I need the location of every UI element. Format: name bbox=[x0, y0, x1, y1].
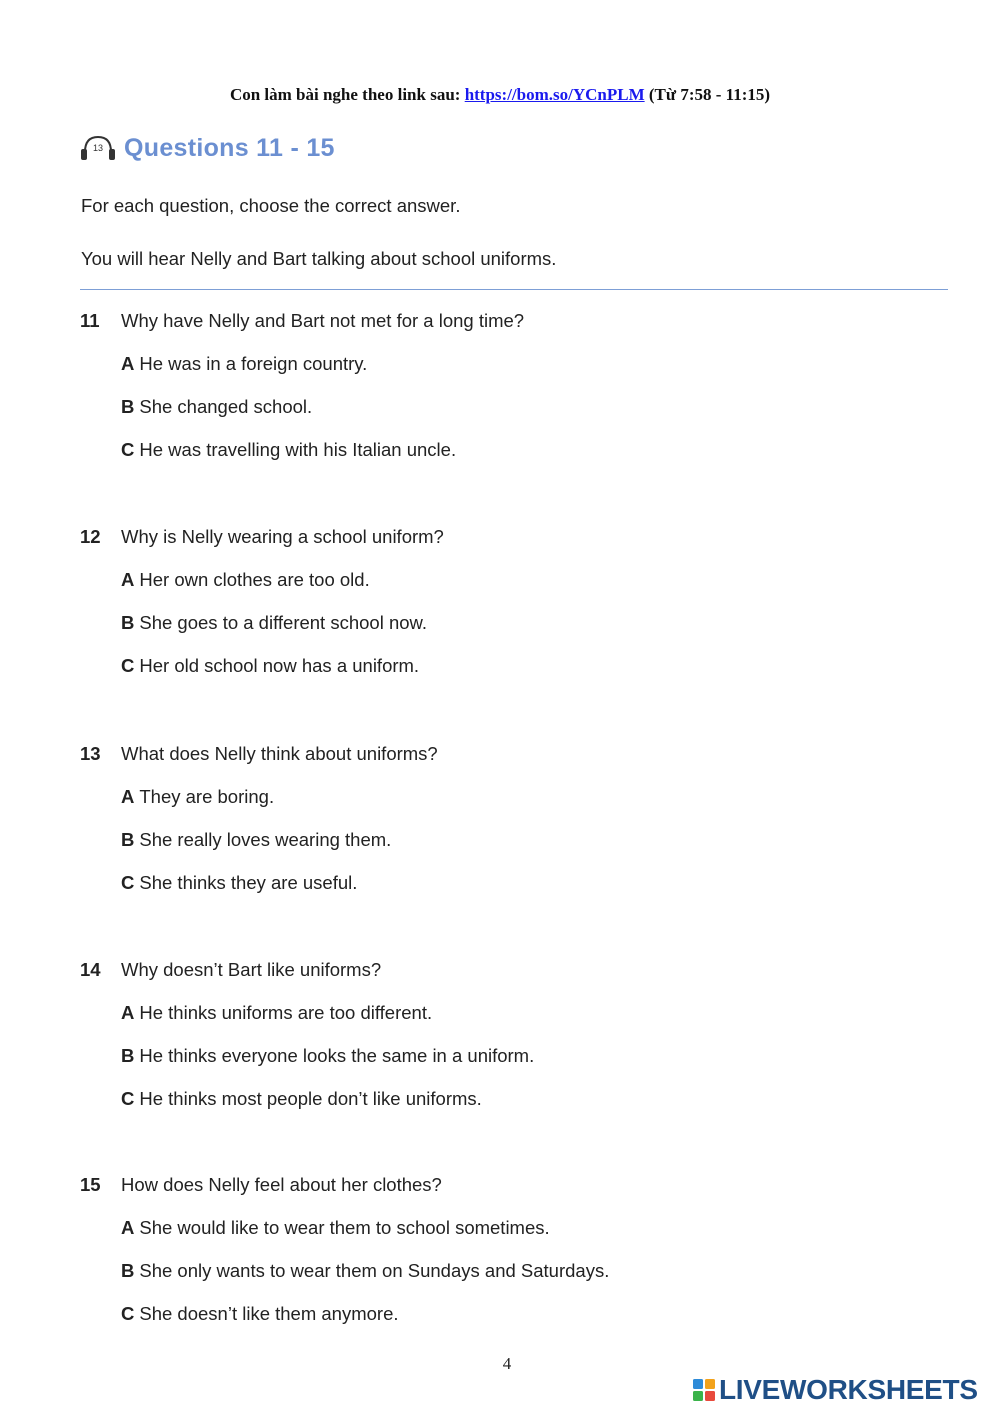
section-header bbox=[80, 132, 335, 164]
option-text: She changed school. bbox=[139, 396, 313, 417]
option-13-c[interactable] bbox=[121, 871, 940, 895]
option-letter: C bbox=[121, 1303, 135, 1324]
question-number: 11 bbox=[80, 310, 100, 331]
option-text: She doesn’t like them anymore. bbox=[139, 1303, 399, 1324]
question-12 bbox=[80, 525, 940, 678]
option-letter: B bbox=[121, 1045, 135, 1066]
option-letter: B bbox=[121, 612, 135, 633]
question-number: 12 bbox=[80, 526, 101, 547]
headphone-icon bbox=[80, 133, 116, 163]
option-text: Her old school now has a uniform. bbox=[139, 655, 420, 676]
option-13-a[interactable] bbox=[121, 785, 940, 809]
question-text: What does Nelly think about uniforms? bbox=[121, 743, 438, 764]
liveworksheets-logo-icon bbox=[692, 1378, 716, 1402]
option-15-c[interactable] bbox=[121, 1302, 940, 1326]
question-number: 13 bbox=[80, 743, 101, 764]
option-text: She would like to wear them to school sometimes. bbox=[139, 1217, 550, 1238]
option-text: She goes to a different school now. bbox=[139, 612, 428, 633]
instruction-context: You will hear Nelly and Bart talking about school uniforms. bbox=[81, 248, 557, 269]
option-letter: B bbox=[121, 1260, 135, 1281]
option-14-b[interactable] bbox=[121, 1044, 940, 1068]
question-text: How does Nelly feel about her clothes? bbox=[121, 1174, 442, 1195]
option-12-c[interactable] bbox=[121, 654, 940, 678]
option-letter: C bbox=[121, 655, 135, 676]
option-13-b[interactable] bbox=[121, 828, 940, 852]
question-text: Why is Nelly wearing a school uniform? bbox=[121, 526, 444, 547]
option-letter: B bbox=[121, 829, 135, 850]
time-range: (Từ 7:58 - 11:15) bbox=[648, 85, 771, 104]
option-text: He was travelling with his Italian uncle. bbox=[139, 439, 457, 460]
instruction-prefix: Con làm bài nghe theo link sau: bbox=[229, 85, 461, 104]
option-text: He thinks most people don’t like uniforms. bbox=[139, 1088, 482, 1109]
section-divider bbox=[80, 289, 948, 290]
option-letter: A bbox=[121, 1002, 135, 1023]
option-letter: C bbox=[121, 439, 135, 460]
option-letter: A bbox=[121, 1217, 135, 1238]
question-15 bbox=[80, 1173, 940, 1326]
option-text: He thinks everyone looks the same in a uniform. bbox=[139, 1045, 535, 1066]
option-11-b[interactable] bbox=[121, 395, 940, 419]
page-number: 4 bbox=[502, 1354, 512, 1373]
question-number: 15 bbox=[80, 1174, 101, 1195]
question-text: Why have Nelly and Bart not met for a long time? bbox=[121, 310, 525, 331]
liveworksheets-brand bbox=[692, 1374, 978, 1406]
option-text: She really loves wearing them. bbox=[139, 829, 392, 850]
option-14-a[interactable] bbox=[121, 1001, 940, 1025]
question-11 bbox=[80, 309, 940, 462]
option-text: He thinks uniforms are too different. bbox=[139, 1002, 433, 1023]
option-15-a[interactable] bbox=[121, 1216, 940, 1240]
question-14 bbox=[80, 958, 940, 1111]
option-15-b[interactable] bbox=[121, 1259, 940, 1283]
option-text: Her own clothes are too old. bbox=[139, 569, 370, 590]
brand-name: LIVEWORKSHEETS bbox=[719, 1374, 978, 1405]
option-text: She only wants to wear them on Sundays and Saturdays. bbox=[139, 1260, 610, 1281]
option-text: They are boring. bbox=[139, 786, 275, 807]
option-letter: A bbox=[121, 569, 135, 590]
option-12-a[interactable] bbox=[121, 568, 940, 592]
question-text: Why doesn’t Bart like uniforms? bbox=[121, 959, 382, 980]
option-11-c[interactable] bbox=[121, 438, 940, 462]
section-title: Questions 11 - 15 bbox=[124, 133, 335, 162]
option-letter: C bbox=[121, 872, 135, 893]
option-letter: A bbox=[121, 353, 135, 374]
question-13 bbox=[80, 742, 940, 895]
option-11-a[interactable] bbox=[121, 352, 940, 376]
option-letter: C bbox=[121, 1088, 135, 1109]
instruction-choose-answer: For each question, choose the correct answer. bbox=[81, 195, 461, 216]
option-letter: A bbox=[121, 786, 135, 807]
audio-link[interactable]: https://bom.so/YCnPLM bbox=[464, 85, 645, 104]
listening-link-instruction bbox=[0, 84, 1000, 106]
option-letter: B bbox=[121, 396, 135, 417]
option-12-b[interactable] bbox=[121, 611, 940, 635]
option-text: He was in a foreign country. bbox=[139, 353, 368, 374]
option-14-c[interactable] bbox=[121, 1087, 940, 1111]
question-number: 14 bbox=[80, 959, 101, 980]
track-number: 13 bbox=[92, 143, 104, 153]
option-text: She thinks they are useful. bbox=[139, 872, 358, 893]
